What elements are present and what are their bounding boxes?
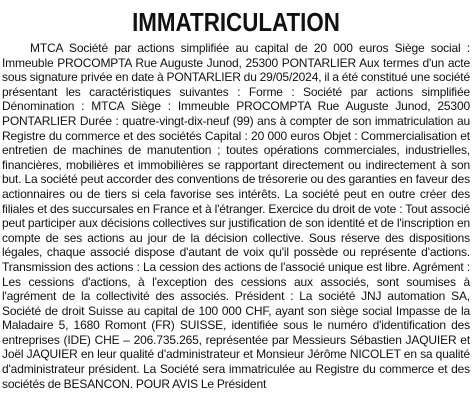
notice-title: IMMATRICULATION xyxy=(132,7,340,37)
legal-notice xyxy=(2,0,470,411)
notice-body: MTCA Société par actions simplifiée au capital de 20 000 euros Siège social : Immeuble PROCOMPTA Rue Auguste Junod, 25300 PONTARLIER Aux termes d'un acte sous signature privée en date à PONTARLIER du 29/05/2024, il a été constitué une société présentant les caractéristiques suivantes : Forme : Société par actions simplifiée Dénomination : MTCA Siège : Immeuble PROCOMPTA Rue Auguste Junod, 25300 PONTARLIER Durée : quatre-vingt-dix-neuf (99) ans à compter de son immatriculation au Registre du commerce et des sociétés Capital : 20 000 euros Objet : Commercialisation et entretien de machines de manutention ; toutes opérations commerciales, industrielles, financières, mobilières et immobilières se rapportant directement ou indirectement à son but. La société peut accorder des conventions de trésorerie ou des garanties en faveur des actionnaires ou de tiers si cela favorise ses intérêts. La société peut en outre créer des filiales et des succursales en France et à l'étranger. Exercice du droit de vote : Tout associé peut participer aux décisions collectives sur justification de son identité et de l'inscription en compte de ses actions au jour de la décision collective. Sous réserve des dispositions légales, chaque associé dispose d'autant de voix qu'il possède ou représente d'actions. Transmission des actions : La cession des actions de l'associé unique est libre. Agrément : Les cessions d'actions, à l'exception des cessions aux associés, sont soumises à l'agrément de la collectivité des associés. Président : La société JNJ automation SA, Société de droit Suisse au capital de 100 000 CHF, ayant son siège social Impasse de la Maladaire 5, 1680 Romont (FR) SUISSE, identifiée sous le numéro d'identification des entreprises (IDE) CHE – 206.735.265, représentée par Messieurs Sébastien JAQUIER et Joël JAQUIER en leur qualité d'administrateur et Monsieur Jérôme NICOLET en sa qualité d'administrateur président. La Société sera immatriculée au Registre du commerce et des sociétés de BESANCON. POUR AVIS Le Président xyxy=(2,41,470,391)
